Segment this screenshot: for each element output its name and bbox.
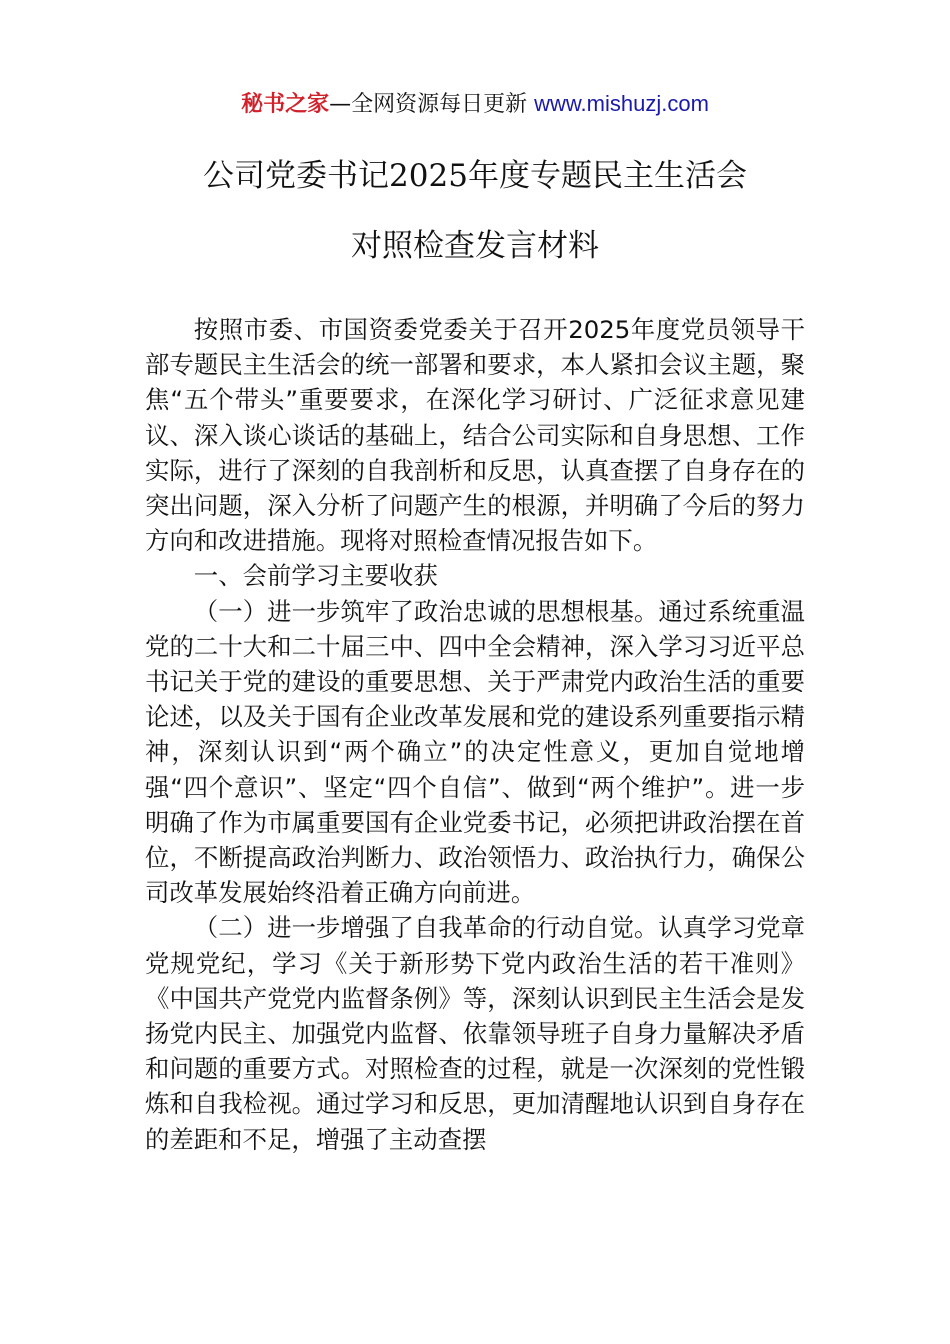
site-brand: 秘书之家	[241, 92, 330, 117]
body-paragraph: （二）进一步增强了自我革命的行动自觉。认真学习党章党规党纪，学习《关于新形势下党内政治生活的若干准则》《中国共产党党内监督条例》等，深刻认识到民主生活会是发扬党内民主、加强党内监督、依靠领导班子自身力量解决矛盾和问题的重要方式。对照检查的过程，就是一次深刻的党性锻炼和自我检视。通过学习和反思，更加清醒地认识到自身存在的差距和不足，增强了主动查摆	[145, 913, 805, 1154]
site-tagline: —全网资源每日更新	[329, 92, 528, 117]
document-title-line-2: 对照检查发言材料	[351, 228, 599, 264]
document-title-line-1: 公司党委书记2025年度专题民主生活会	[203, 158, 747, 194]
body-paragraph: （一）进一步筑牢了政治忠诚的思想根基。通过系统重温党的二十大和二十届三中、四中全会精神，深入学习习近平总书记关于党的建设的重要思想、关于严肃党内政治生活的重要论述，以及关于国有企业改革发展和党的建设系列重要指示精神，深刻认识到“两个确立”的决定性意义，更加自觉地增强“四个意识”、坚定“四个自信”、做到“两个维护”。进一步明确了作为市属重要国有企业党委书记，必须把讲政治摆在首位，不断提高政治判断力、政治领悟力、政治执行力，确保公司改革发展始终沿着正确方向前进。	[145, 596, 805, 908]
section-heading: 一、会前学习主要收获	[193, 561, 438, 591]
site-url-link[interactable]: www.mishuzj.com	[534, 91, 709, 116]
document-body	[145, 312, 805, 1157]
site-header	[0, 88, 950, 121]
intro-paragraph: 按照市委、市国资委党委关于召开2025年度党员领导干部专题民主生活会的统一部署和要求，本人紧扣会议主题，聚焦“五个带头”重要要求，在深化学习研讨、广泛征求意见建议、深入谈心谈话的基础上，结合公司实际和自身思想、工作实际，进行了深刻的自我剖析和反思，认真查摆了自身存在的突出问题，深入分析了问题产生的根源，并明确了今后的努力方向和改进措施。现将对照检查情况报告如下。	[145, 315, 805, 556]
